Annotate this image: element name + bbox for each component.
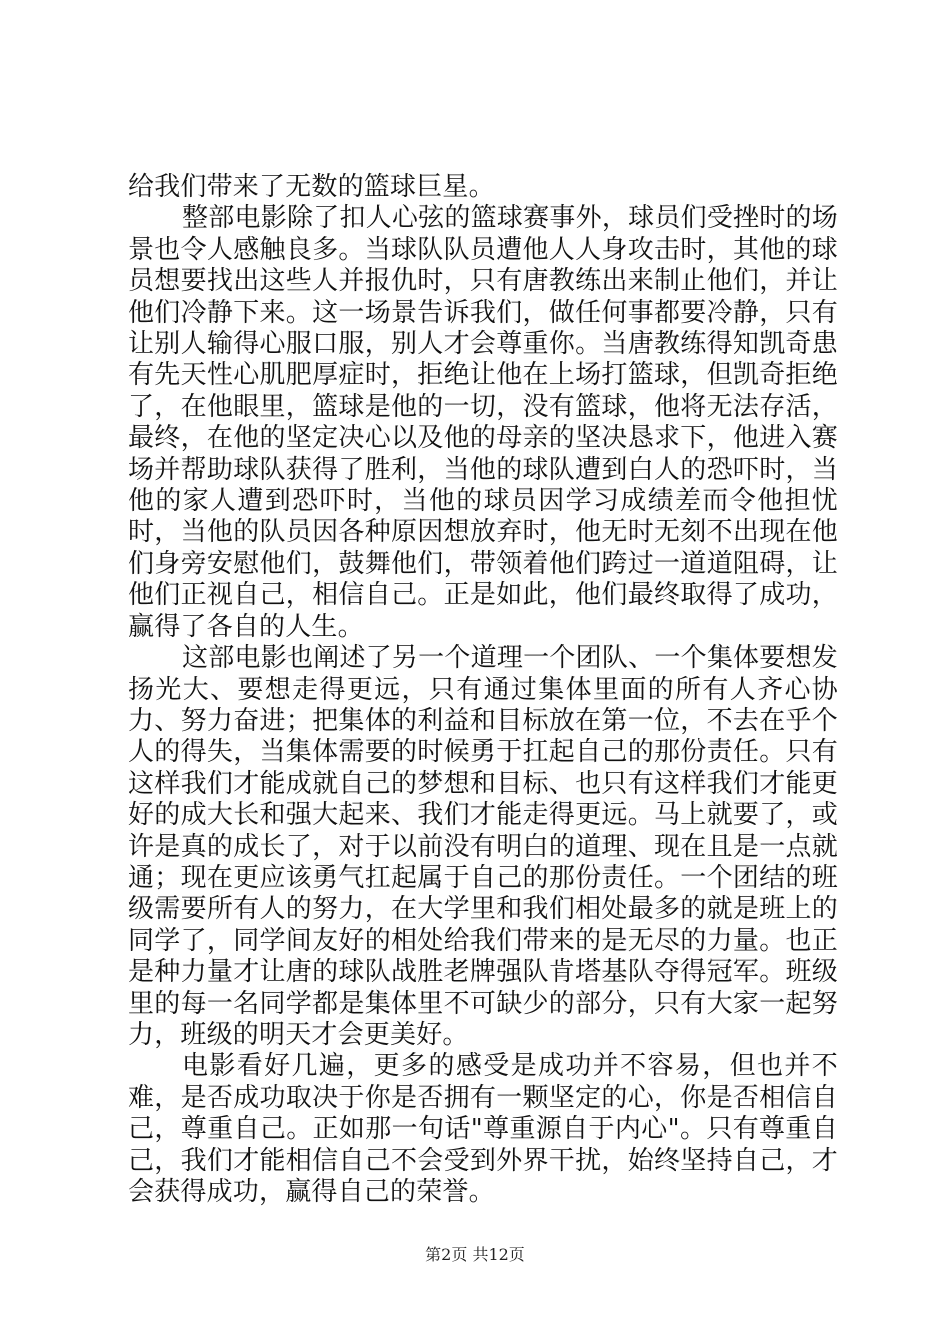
- document-body: [128, 172, 838, 1208]
- paragraph-4: 电影看好几遍，更多的感受是成功并不容易，但也并不难，是否成功取决于你是否拥有一颗坚定的心，你是否相信自己，尊重自己。正如那一句话"尊重源自于内心"。只有尊重自己，我们才能相信自己不会受到外界干扰，始终坚持自己，才会获得成功，赢得自己的荣誉。: [128, 1051, 838, 1207]
- paragraph-3: 这部电影也阐述了另一个道理一个团队、一个集体要想发扬光大、要想走得更远，只有通过集体里面的所有人齐心协力、努力奋进；把集体的利益和目标放在第一位，不去在乎个人的得失，当集体需要的时候勇于扛起自己的那份责任。只有这样我们才能成就自己的梦想和目标、也只有这样我们才能更好的成大长和强大起来、我们才能走得更远。马上就要了，或许是真的成长了，对于以前没有明白的道理、现在且是一点就通；现在更应该勇气扛起属于自己的那份责任。一个团结的班级需要所有人的努力，在大学里和我们相处最多的就是班上的同学了，同学间友好的相处给我们带来的是无尽的力量。也正是种力量才让唐的球队战胜老牌强队肯塔基队夺得冠军。班级里的每一名同学都是集体里不可缺少的部分，只有大家一起努力，班级的明天才会更美好。: [128, 643, 838, 1050]
- page-number-footer: 第2页 共12页: [425, 1245, 525, 1264]
- paragraph-1: 给我们带来了无数的篮球巨星。: [128, 172, 495, 202]
- paragraph-2: 整部电影除了扣人心弦的篮球赛事外，球员们受挫时的场景也令人感触良多。当球队队员遭他人人身攻击时，其他的球员想要找出这些人并报仇时，只有唐教练出来制止他们，并让他们冷静下来。这一场景告诉我们，做任何事都要冷静，只有让别人输得心服口服，别人才会尊重你。当唐教练得知凯奇患有先天性心肌肥厚症时，拒绝让他在上场打篮球，但凯奇拒绝了，在他眼里，篮球是他的一切，没有篮球，他将无法存活，最终，在他的坚定决心以及他的母亲的坚决恳求下，他进入赛场并帮助球队获得了胜利，当他的球队遭到白人的恐吓时，当他的家人遭到恐吓时，当他的球员因学习成绩差而令他担忧时，当他的队员因各种原因想放弃时，他无时无刻不出现在他们身旁安慰他们，鼓舞他们，带领着他们跨过一道道阻碍，让他们正视自己，相信自己。正是如此，他们最终取得了成功，赢得了各自的人生。: [128, 203, 838, 642]
